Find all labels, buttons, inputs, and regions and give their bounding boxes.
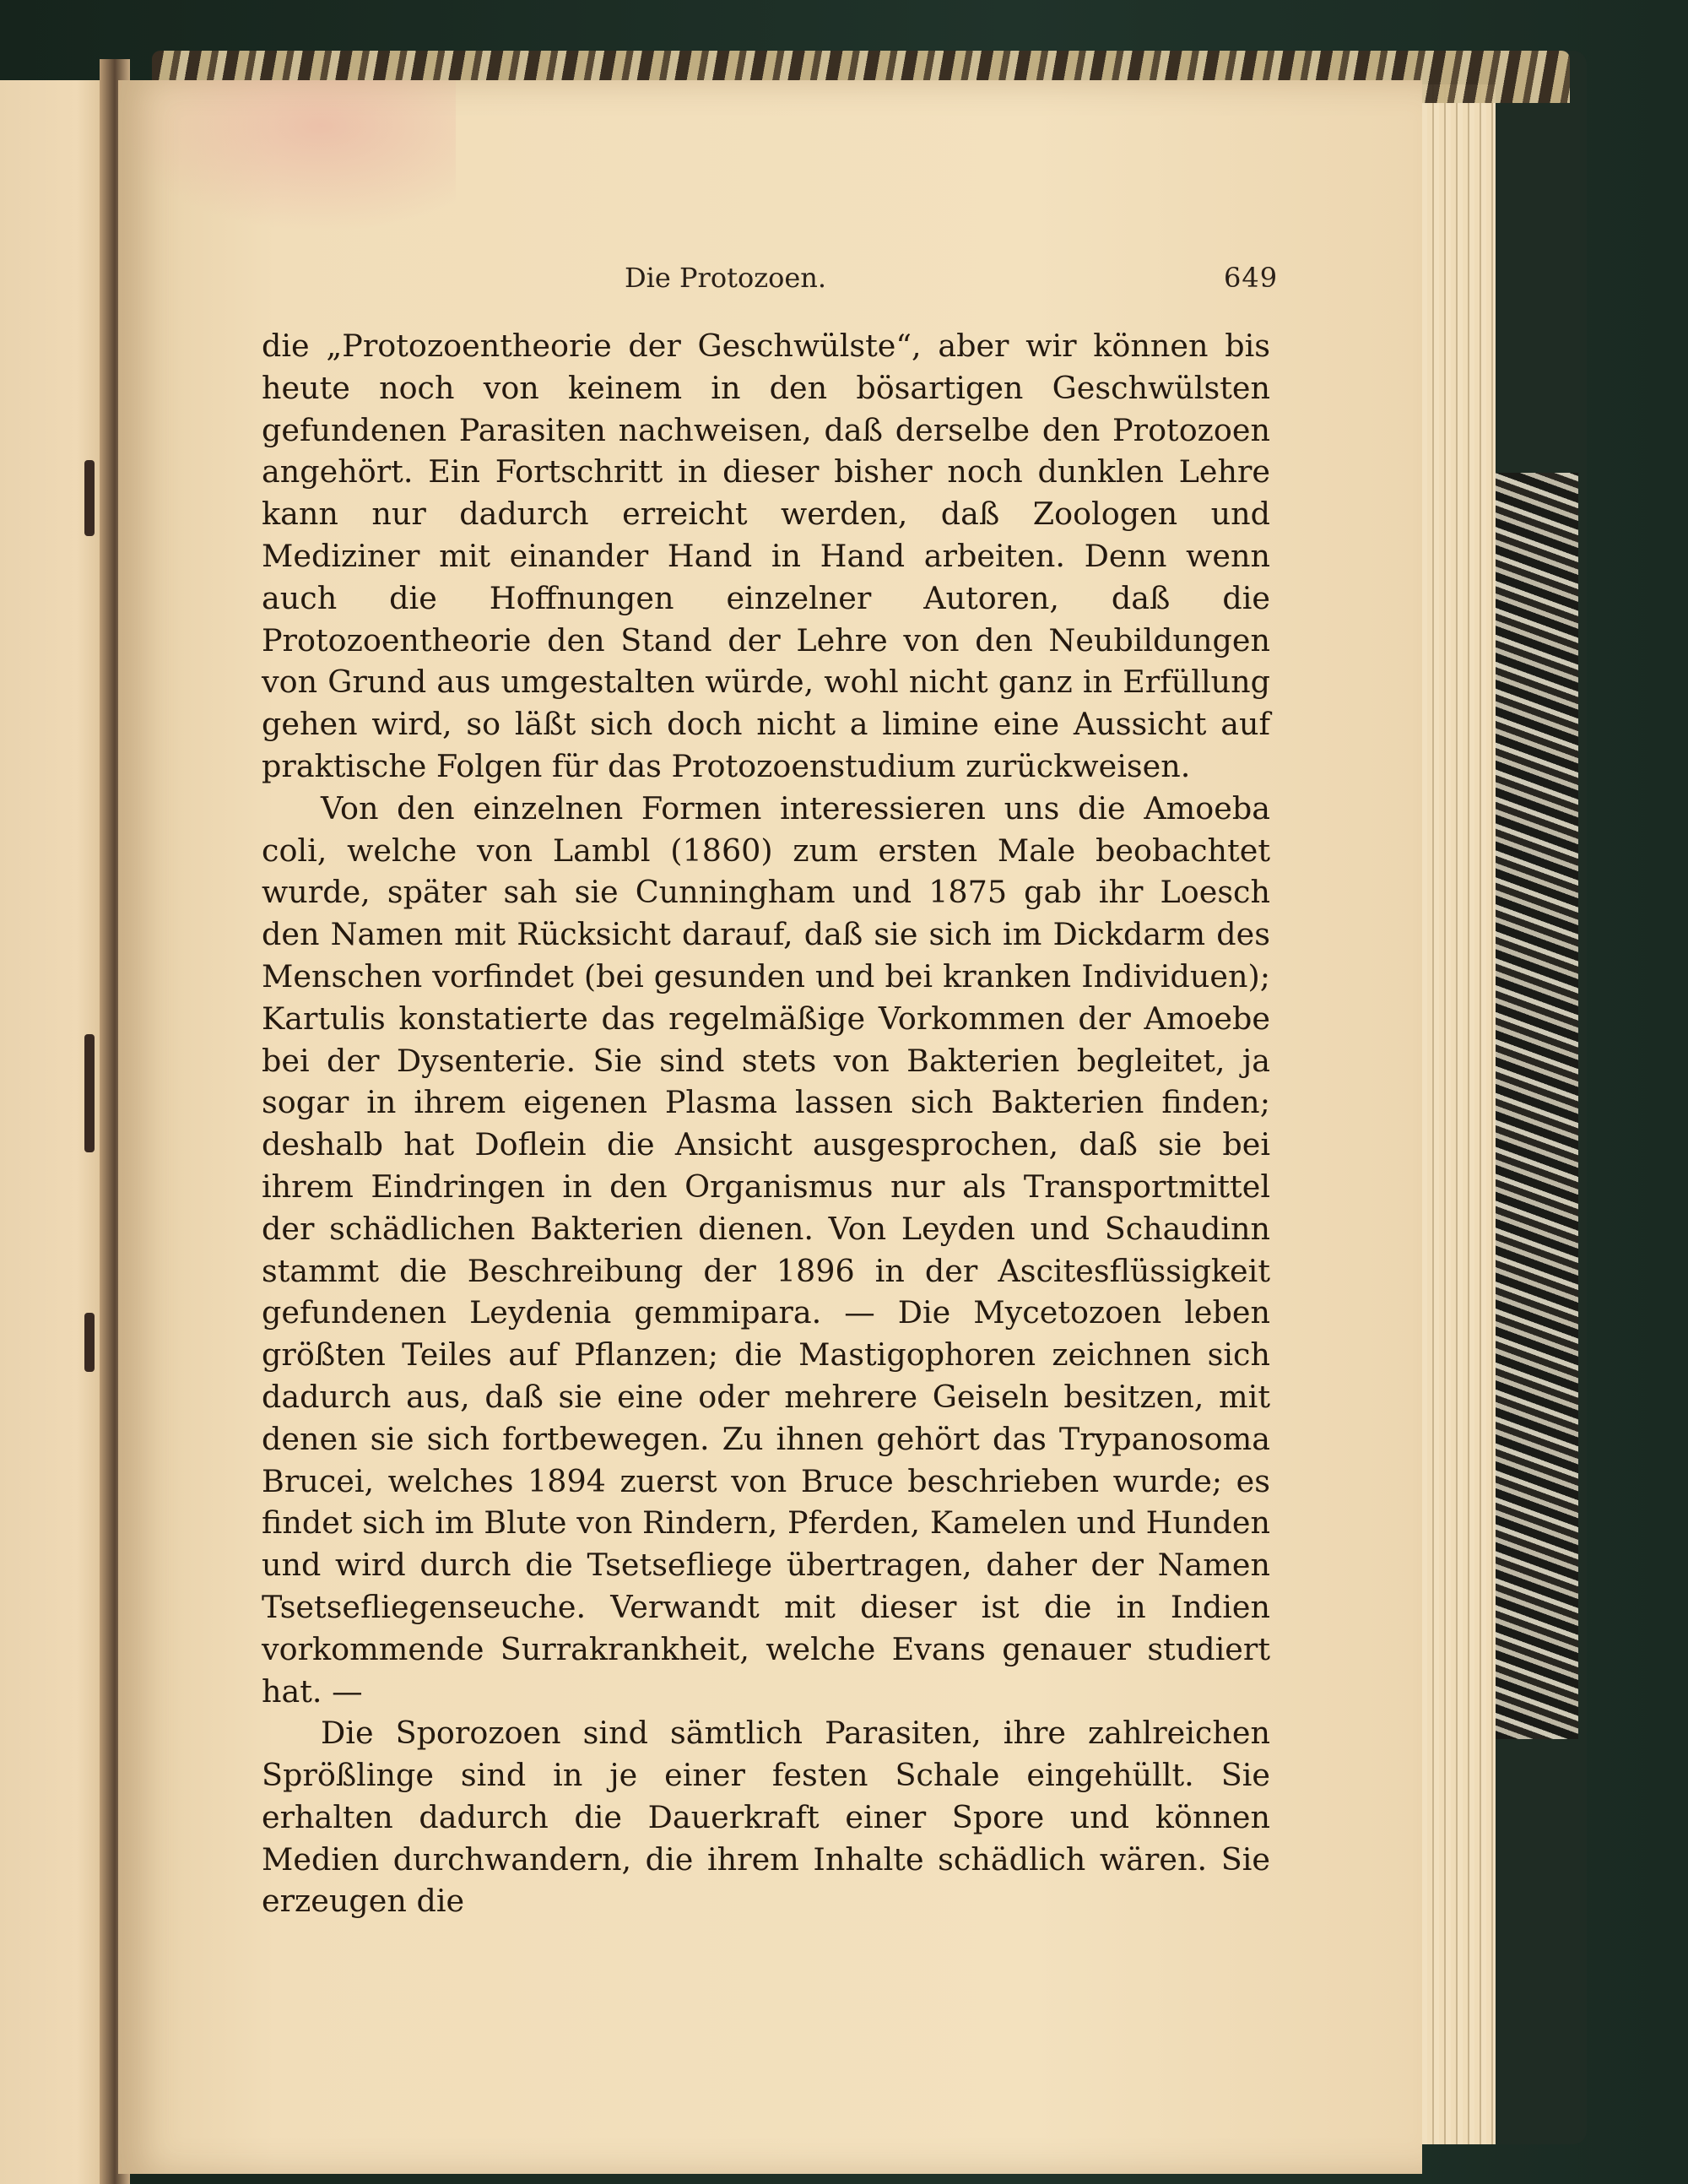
page-mark xyxy=(84,460,95,536)
running-title: Die Protozoen. xyxy=(625,262,827,294)
paragraph: Von den einzelnen Formen interessieren uns die Amoeba coli, welche von Lambl (1860) zum ersten Male beobachtet wurde, später sah sie Cunningham und 1875 gab ihr Loesch den Namen mit Rücksicht darauf, daß sie sich im Dickdarm des Menschen vorfindet (bei gesunden und bei kranken Individuen); Kartulis konstatierte das regelmäßige Vorkommen der Amoebe bei der Dysenterie. Sie sind stets von Bakterien begleitet, ja sogar in ihrem eigenen Plasma lassen sich Bakterien finden; deshalb hat Doflein die Ansicht ausgesprochen, daß sie bei ihrem Eindringen in den Organismus nur als Transportmittel der schädlichen Bakterien dienen. Von Leyden und Schaudinn stammt die Beschreibung der 1896 in der Ascitesflüssigkeit gefundenen Leydenia gemmipara. — Die Mycetozoen leben größten Teiles auf Pflanzen; die Mastigophoren zeichnen sich dadurch aus, daß sie eine oder mehrere Geiseln besitzen, mit denen sie sich fortbewegen. Zu ihnen gehört das Trypanosoma Brucei, welches 1894 zuerst von Bruce beschrieben wurde; es findet sich im Blute von Rindern, Pferden, Kamelen und Hunden und wird durch die Tsetsefliege übertragen, daher der Namen Tsetsefliegenseuche. Verwandt mit dieser ist die in Indien vorkommende Surrakrankheit, welche Evans genauer studiert hat. — xyxy=(262,789,1270,1710)
paragraph: die „Protozoentheorie der Geschwülste“, aber wir können bis heute noch von keinem in den bösartigen Geschwülsten gefundenen Parasiten nachweisen, daß derselbe den Protozoen angehört. Ein Fortschritt in dieser bisher noch dunklen Lehre kann nur dadurch erreicht werden, daß Zoologen und Mediziner mit einander Hand in Hand arbeiten. Denn wenn auch die Hoffnungen einzelner Autoren, daß die Protozoentheorie den Stand der Lehre von den Neubildungen von Grund aus umgestalten würde, wohl nicht ganz in Erfüllung gehen wird, so läßt sich doch nicht a limine eine Aussicht auf praktische Folgen für das Protozoenstudium zurückweisen. xyxy=(262,328,1270,784)
page-mark xyxy=(84,1034,95,1152)
book-page xyxy=(118,80,1422,2174)
stain xyxy=(118,80,456,232)
page-block-edges xyxy=(1414,84,1496,2144)
paragraph: Die Sporozoen sind sämtlich Parasiten, ihre zahlreichen Sprößlinge sind in je einer festen Schale eingehüllt. Sie erhalten dadurch die Dauerkraft einer Spore und können Medien durchwandern, die ihrem Inhalte schädlich wären. Sie erzeugen die xyxy=(262,1715,1270,1920)
marbled-edge xyxy=(1494,473,1578,1739)
page-mark xyxy=(84,1313,95,1372)
body-text xyxy=(262,325,1270,1922)
page-number: 649 xyxy=(1224,262,1279,294)
left-facing-page xyxy=(0,80,110,2184)
